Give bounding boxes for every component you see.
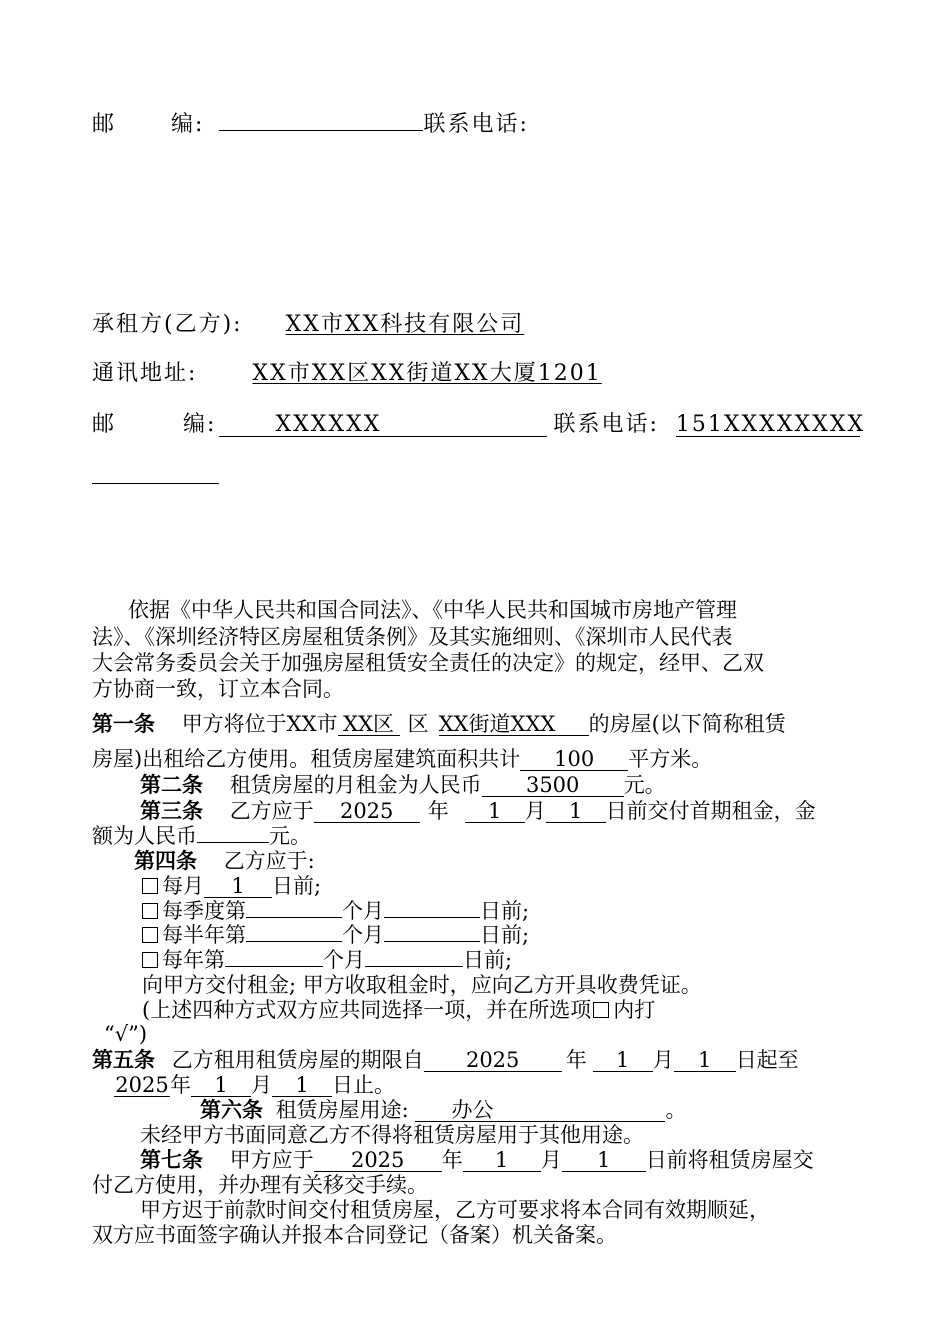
year-day-field[interactable] bbox=[365, 966, 463, 967]
article-3-text: 月 bbox=[524, 799, 546, 823]
preamble-line-4: 方协商一致，订立本合同。 bbox=[92, 677, 344, 701]
day-value: 1 bbox=[231, 874, 245, 898]
article-5-text: 日止。 bbox=[332, 1073, 395, 1097]
article-4-line-note bbox=[142, 997, 655, 1023]
article-4-title: 第四条 bbox=[134, 848, 197, 873]
option-text: 日前; bbox=[480, 899, 530, 923]
district-field[interactable] bbox=[338, 713, 400, 736]
article-5-text: 年 bbox=[170, 1073, 191, 1097]
checkbox-symbol bbox=[593, 1002, 609, 1018]
option-text: 个月 bbox=[342, 923, 384, 947]
article-6-line-2: 未经甲方书面同意乙方不得将租赁房屋用于其他用途。 bbox=[140, 1123, 644, 1147]
party-b-address-line bbox=[92, 361, 602, 387]
month-value: 1 bbox=[616, 1048, 630, 1072]
district-value: XX区 bbox=[343, 712, 395, 736]
party-a-postcode-field[interactable] bbox=[219, 130, 423, 131]
party-b-name-field[interactable] bbox=[260, 312, 525, 337]
article-1-text: 区 bbox=[407, 712, 429, 736]
article-5-line-2 bbox=[114, 1072, 395, 1098]
lease-start-month-field[interactable] bbox=[593, 1049, 653, 1072]
article-5-text: 日起至 bbox=[735, 1048, 799, 1072]
rent-value: 3500 bbox=[525, 773, 580, 797]
article-3-text: 元。 bbox=[269, 824, 311, 848]
halfyear-month-field[interactable] bbox=[246, 941, 342, 942]
option-text: 每月 bbox=[162, 874, 204, 898]
checkbox[interactable] bbox=[142, 903, 158, 919]
checkbox[interactable] bbox=[142, 952, 158, 968]
option-text: 个月 bbox=[323, 948, 365, 972]
article-4-text: (上述四种方式双方应共同选择一项，并在所选项 bbox=[142, 998, 592, 1022]
party-b-postcode-value: XXXXXX bbox=[275, 412, 382, 437]
article-1-text: 平方米。 bbox=[628, 747, 713, 771]
party-b-address-value: XX市XX区XX街道XX大厦1201 bbox=[252, 361, 602, 386]
year-value: 2025 bbox=[115, 1073, 169, 1097]
handover-month-field[interactable] bbox=[463, 1149, 541, 1172]
party-b-name-value: XX市XX科技有限公司 bbox=[285, 312, 525, 337]
article-1-text: 房屋)出租给乙方使用。租赁房屋建筑面积共计 bbox=[92, 747, 521, 771]
article-4-line-rent-receipt: 向甲方交付租金; 甲方收取租金时，应向乙方开具收费凭证。 bbox=[142, 973, 702, 997]
article-1-title: 第一条 bbox=[92, 711, 155, 736]
preamble-line-2: 法》、《深圳经济特区房屋租赁条例》及其实施细则、《深圳市人民代表 bbox=[92, 625, 733, 649]
article-7-title: 第七条 bbox=[140, 1147, 203, 1172]
article-3-text: 日前交付首期租金，金 bbox=[605, 799, 816, 823]
article-3-title: 第三条 bbox=[140, 798, 203, 823]
article-2-text: 元。 bbox=[623, 773, 666, 797]
party-b-address-field[interactable] bbox=[214, 361, 601, 386]
article-7-line-4: 双方应书面签字确认并报本合同登记（备案）机关备案。 bbox=[92, 1223, 617, 1247]
month-value: 1 bbox=[488, 799, 502, 823]
article-7-text: 日前将租赁房屋交 bbox=[645, 1148, 814, 1172]
party-b-address-label: 通讯地址: bbox=[92, 361, 198, 386]
party-a-phone-label: 联系电话: bbox=[423, 112, 529, 137]
party-b-postcode-field[interactable] bbox=[219, 414, 547, 437]
article-2-text: 租赁房屋的月租金为人民币 bbox=[229, 773, 482, 797]
article-5-line-1 bbox=[92, 1047, 799, 1073]
month-value: 1 bbox=[495, 1148, 509, 1172]
handover-year-field[interactable] bbox=[314, 1149, 442, 1172]
first-rent-day-field[interactable] bbox=[546, 800, 606, 823]
quarter-month-field[interactable] bbox=[246, 917, 342, 918]
day-value: 1 bbox=[698, 1048, 712, 1072]
party-b-phone-value: 151XXXXXXXX bbox=[675, 412, 866, 437]
article-2-title: 第二条 bbox=[140, 772, 203, 797]
article-5-text: 乙方租用租赁房屋的期限自 bbox=[171, 1048, 424, 1072]
preamble-line-3: 大会常务委员会关于加强房屋租赁安全责任的决定》的规定，经甲、乙双 bbox=[92, 651, 764, 675]
handover-day-field[interactable] bbox=[562, 1149, 646, 1172]
postcode-label-part2: 编: bbox=[171, 112, 205, 137]
article-7-text: 甲方应于 bbox=[229, 1148, 314, 1172]
article-1-line-1 bbox=[92, 711, 786, 737]
article-6-line-1 bbox=[200, 1097, 686, 1123]
phone-field-continuation-line bbox=[92, 483, 219, 484]
preamble-line-1: 依据《中华人民共和国合同法》、《中华人民共和国城市房地产管理 bbox=[128, 598, 737, 622]
monthly-day-field[interactable] bbox=[204, 875, 272, 898]
article-2-line bbox=[140, 772, 666, 798]
article-5-text: 月 bbox=[251, 1073, 272, 1097]
day-value: 1 bbox=[569, 799, 583, 823]
day-value: 1 bbox=[597, 1148, 611, 1172]
option-text: 每年第 bbox=[162, 948, 225, 972]
option-text: 日前; bbox=[480, 923, 530, 947]
party-b-postcode-line bbox=[92, 412, 866, 438]
article-3-text: 额为人民币 bbox=[92, 824, 197, 848]
party-a-postcode-line bbox=[92, 112, 529, 138]
article-1-text: 甲方将位于XX市 bbox=[181, 712, 338, 736]
article-7-line-1 bbox=[140, 1147, 814, 1173]
street-field[interactable] bbox=[439, 713, 589, 736]
article-6-title: 第六条 bbox=[200, 1097, 263, 1122]
checkbox[interactable] bbox=[142, 878, 158, 894]
year-value: 2025 bbox=[465, 1048, 520, 1072]
street-value: XX街道XXX bbox=[438, 712, 556, 736]
option-text: 日前; bbox=[272, 874, 322, 898]
article-3-text: 年 bbox=[427, 799, 449, 823]
article-4-text: 乙方应于: bbox=[223, 849, 315, 873]
article-1-text: 的房屋(以下简称租赁 bbox=[588, 712, 786, 736]
checkbox[interactable] bbox=[142, 927, 158, 943]
article-5-title: 第五条 bbox=[92, 1047, 155, 1072]
postcode-label-part2: 编: bbox=[183, 412, 217, 437]
option-text: 个月 bbox=[342, 899, 384, 923]
quarter-day-field[interactable] bbox=[384, 917, 480, 918]
article-7-line-3: 甲方迟于前款时间交付租赁房屋，乙方可要求将本合同有效期顺延， bbox=[140, 1198, 770, 1222]
article-7-line-2: 付乙方使用，并办理有关移交手续。 bbox=[92, 1173, 428, 1197]
article-3-text: 乙方应于 bbox=[229, 799, 314, 823]
party-b-phone-field[interactable] bbox=[675, 412, 866, 437]
day-value: 1 bbox=[295, 1073, 309, 1097]
year-month-field[interactable] bbox=[225, 966, 323, 967]
article-4-line-checkmark: “√”) bbox=[104, 1022, 148, 1046]
article-1-line-2 bbox=[92, 746, 712, 772]
option-text: 日前; bbox=[463, 948, 513, 972]
first-rent-amount-field[interactable] bbox=[197, 842, 269, 843]
first-rent-year-field[interactable] bbox=[314, 800, 420, 823]
first-rent-month-field[interactable] bbox=[465, 800, 525, 823]
payment-option-semiannual bbox=[142, 922, 529, 948]
usage-field[interactable] bbox=[415, 1099, 665, 1122]
article-3-line-2 bbox=[92, 823, 311, 849]
usage-value: 办公 bbox=[451, 1098, 494, 1122]
article-5-text: 月 bbox=[652, 1048, 674, 1072]
month-value: 1 bbox=[214, 1073, 228, 1097]
article-3-line-1 bbox=[140, 798, 816, 824]
article-7-text: 月 bbox=[540, 1148, 562, 1172]
payment-option-quarterly bbox=[142, 898, 529, 924]
year-value: 2025 bbox=[350, 1148, 405, 1172]
payment-option-yearly bbox=[142, 947, 512, 973]
party-b-name-line bbox=[92, 312, 524, 338]
lease-start-day-field[interactable] bbox=[674, 1049, 736, 1072]
lease-end-month-field[interactable] bbox=[191, 1074, 251, 1097]
article-5-text: 年 bbox=[565, 1048, 587, 1072]
option-text: 每半年第 bbox=[162, 923, 246, 947]
article-7-text: 年 bbox=[441, 1148, 463, 1172]
lease-end-year-field[interactable] bbox=[114, 1074, 170, 1097]
party-b-name-label: 承租方(乙方): bbox=[92, 312, 243, 337]
postcode-label-part1: 邮 bbox=[92, 112, 117, 137]
area-value: 100 bbox=[554, 747, 595, 771]
payment-option-monthly bbox=[142, 873, 321, 899]
year-value: 2025 bbox=[339, 799, 394, 823]
lease-end-day-field[interactable] bbox=[272, 1074, 332, 1097]
lease-start-year-field[interactable] bbox=[424, 1049, 562, 1072]
article-6-text: 。 bbox=[665, 1098, 687, 1122]
option-text: 每季度第 bbox=[162, 899, 246, 923]
rent-field[interactable] bbox=[482, 774, 624, 797]
halfyear-day-field[interactable] bbox=[384, 941, 480, 942]
area-field[interactable] bbox=[520, 748, 628, 771]
article-6-text: 租赁房屋用途: bbox=[275, 1098, 409, 1122]
party-b-phone-label: 联系电话: bbox=[553, 412, 659, 437]
article-4-text: 内打 bbox=[613, 998, 656, 1022]
article-4-line-1 bbox=[134, 848, 315, 874]
postcode-label-part1: 邮 bbox=[92, 412, 117, 437]
